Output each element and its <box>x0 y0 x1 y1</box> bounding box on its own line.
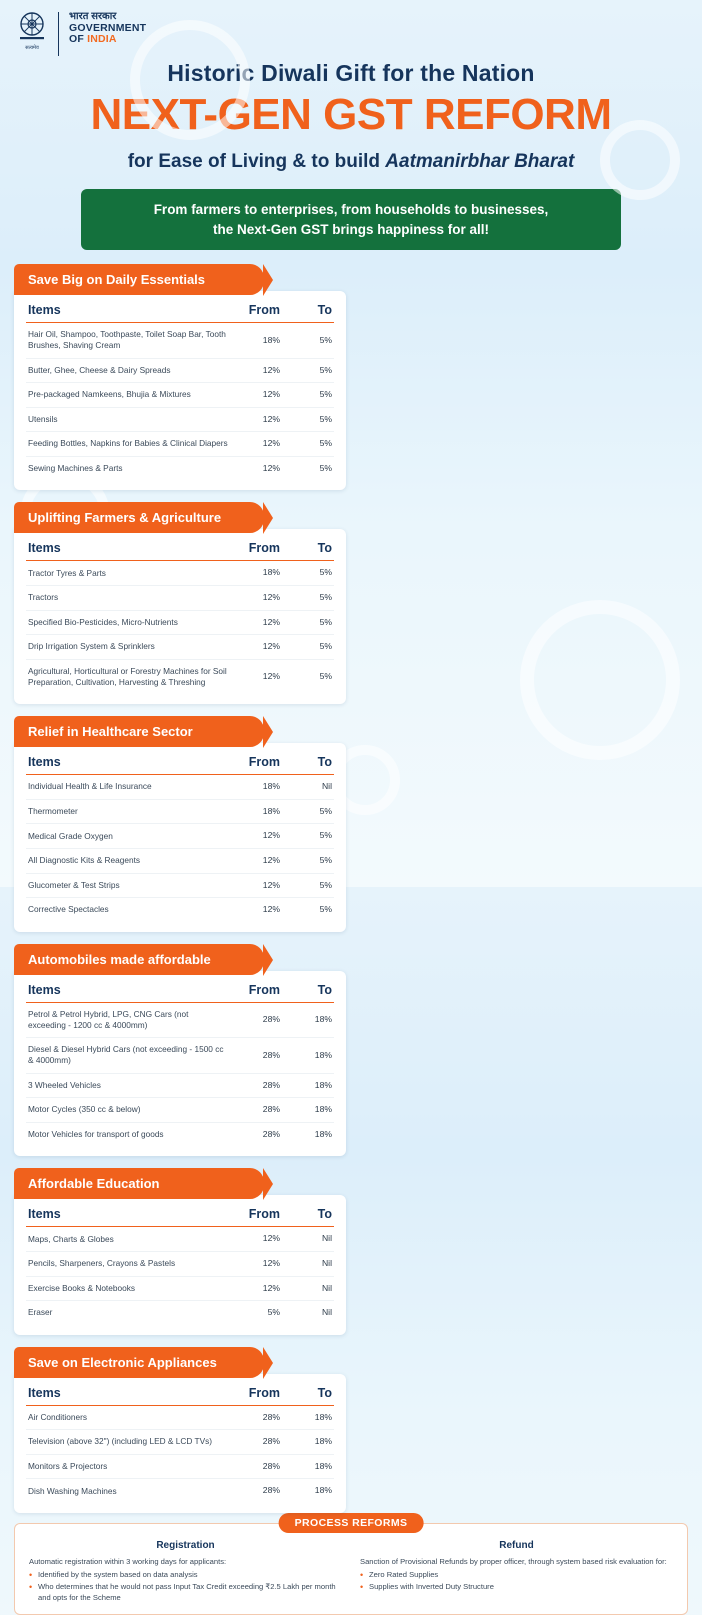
cell-item: Feeding Bottles, Napkins for Babies & Clinical Diapers <box>26 432 230 457</box>
cell-to: 5% <box>282 407 334 432</box>
cell-from: 28% <box>230 1454 282 1479</box>
table-header-row <box>26 537 334 561</box>
cell-to: 5% <box>282 383 334 408</box>
column-header-items: Items <box>26 751 230 775</box>
cell-to: 5% <box>282 586 334 611</box>
table-row <box>26 799 334 824</box>
table-row <box>26 610 334 635</box>
card-title: Uplifting Farmers & Agriculture <box>14 502 264 533</box>
table-row <box>26 323 334 358</box>
cell-to: 18% <box>282 1098 334 1123</box>
title-line-3 <box>0 151 702 173</box>
table-row <box>26 873 334 898</box>
national-emblem-icon <box>14 10 50 56</box>
cell-from: 12% <box>230 610 282 635</box>
category-card <box>14 1168 346 1334</box>
column-header-items: Items <box>26 1203 230 1227</box>
table-row <box>26 1251 334 1276</box>
column-header-to: To <box>282 751 334 775</box>
cell-item: Pencils, Sharpeners, Crayons & Pastels <box>26 1251 230 1276</box>
cell-to: 18% <box>282 1002 334 1037</box>
page-title: NEXT-GEN GST REFORM <box>90 90 612 139</box>
cell-from: 12% <box>230 635 282 660</box>
cell-item: Specified Bio-Pesticides, Micro-Nutrients <box>26 610 230 635</box>
cell-from: 12% <box>230 1276 282 1301</box>
column-header-items: Items <box>26 1382 230 1406</box>
cell-from: 12% <box>230 1227 282 1252</box>
table-header-row <box>26 751 334 775</box>
table-row <box>26 456 334 480</box>
category-card <box>14 1347 346 1513</box>
rates-table <box>26 751 334 922</box>
rates-table <box>26 1382 334 1503</box>
rates-table <box>26 979 334 1147</box>
cell-from: 12% <box>230 407 282 432</box>
cell-item: Sewing Machines & Parts <box>28 463 123 474</box>
cell-item: Television (above 32") (including LED & LCD TVs) <box>26 1430 230 1455</box>
cell-item: Diesel & Diesel Hybrid Cars (not exceeding - 1500 cc & 4000mm) <box>26 1038 230 1073</box>
column-header-items: Items <box>26 537 230 561</box>
card-body <box>14 743 346 932</box>
process-reforms-section <box>14 1517 688 1615</box>
cell-from: 12% <box>230 383 282 408</box>
gov-hindi-label: भारत सरकार <box>69 11 117 22</box>
table-row <box>26 358 334 383</box>
cell-item: All Diagnostic Kits & Reagents <box>26 849 230 874</box>
cell-to: 5% <box>282 635 334 660</box>
table-row <box>26 1038 334 1073</box>
cell-from: 5% <box>267 1307 280 1318</box>
table-header-row <box>26 1382 334 1406</box>
table-row <box>26 1454 334 1479</box>
table-row <box>26 1276 334 1301</box>
cell-from: 28% <box>230 1038 282 1073</box>
table-row <box>26 1479 334 1503</box>
government-emblem-block <box>14 10 146 56</box>
cell-to: 5% <box>319 671 332 682</box>
card-title: Save Big on Daily Essentials <box>14 264 264 295</box>
cell-from: 12% <box>230 824 282 849</box>
cell-to: 5% <box>282 849 334 874</box>
column-header-to: To <box>282 979 334 1003</box>
cell-item: Dish Washing Machines <box>28 1485 117 1496</box>
rates-table <box>26 299 334 480</box>
banner-line-2: the Next-Gen GST brings happiness for all! <box>212 221 490 237</box>
cell-from: 28% <box>262 1485 280 1496</box>
banner-line-1: From farmers to enterprises, from households to businesses, <box>153 202 549 217</box>
refund-intro: Sanction of Provisional Refunds by proper officer, through system based risk evaluation for: <box>360 1557 667 1567</box>
column-header-items: Items <box>26 979 230 1003</box>
table-header-row <box>26 979 334 1003</box>
refund-bullets <box>360 1569 673 1592</box>
column-header-items: Items <box>26 299 230 323</box>
card-body <box>14 971 346 1157</box>
table-header-row <box>26 299 334 323</box>
cell-to: 5% <box>282 323 334 358</box>
gov-india-label: INDIA <box>87 33 117 46</box>
cell-to: Nil <box>282 1251 334 1276</box>
cell-from: 12% <box>230 358 282 383</box>
column-header-to: To <box>282 1203 334 1227</box>
gov-of-label: OF <box>69 33 84 46</box>
table-row <box>26 432 334 457</box>
table-row <box>26 635 334 660</box>
column-header-from: From <box>230 979 282 1003</box>
cell-item: Air Conditioners <box>26 1405 230 1430</box>
card-title: Relief in Healthcare Sector <box>14 716 264 747</box>
cell-from: 12% <box>230 1251 282 1276</box>
cell-item: Petrol & Petrol Hybrid, LPG, CNG Cars (not exceeding - 1200 cc & 4000mm) <box>26 1002 230 1037</box>
registration-heading: Registration <box>156 1540 215 1552</box>
cell-to: 18% <box>282 1073 334 1098</box>
table-row <box>26 849 334 874</box>
card-body <box>14 529 346 704</box>
category-card <box>14 264 346 490</box>
table-row <box>26 1122 334 1146</box>
title-line-3-plain: for Ease of Living & to build <box>127 151 386 172</box>
column-header-from: From <box>230 751 282 775</box>
cell-from: 18% <box>230 561 282 586</box>
registration-column <box>29 1540 342 1604</box>
cell-item: Individual Health & Life Insurance <box>26 775 230 800</box>
cell-from: 28% <box>230 1073 282 1098</box>
cell-from: 28% <box>230 1405 282 1430</box>
cell-item: Utensils <box>26 407 230 432</box>
bullet-item: • Who determines that he would not pass Input Tax Credit exceeding ₹2.5 Lakh per month and opts for the Scheme <box>29 1581 342 1604</box>
process-reforms-tag: PROCESS REFORMS <box>279 1513 424 1533</box>
rates-table <box>26 537 334 694</box>
cell-item: Corrective Spectacles <box>28 904 109 915</box>
card-body <box>14 1195 346 1334</box>
cell-to: 5% <box>282 824 334 849</box>
bullet-item: • Identified by the system based on data analysis <box>29 1569 342 1580</box>
cell-to: Nil <box>321 1307 332 1318</box>
cell-to: 5% <box>282 561 334 586</box>
cell-to: 5% <box>282 610 334 635</box>
card-body <box>14 291 346 490</box>
rates-table <box>26 1203 334 1324</box>
cell-to: Nil <box>282 1276 334 1301</box>
cell-to: 18% <box>282 1405 334 1430</box>
cell-to: 5% <box>319 904 332 915</box>
cell-from: 28% <box>230 1098 282 1123</box>
cell-item: Eraser <box>28 1307 53 1318</box>
cell-to: 5% <box>282 358 334 383</box>
bullet-item: • Supplies with Inverted Duty Structure <box>360 1581 673 1592</box>
cell-to: 5% <box>282 873 334 898</box>
gov-en-line2 <box>69 34 146 45</box>
cell-item: Tractors <box>26 586 230 611</box>
table-row <box>26 1430 334 1455</box>
table-row <box>26 1405 334 1430</box>
column-header-to: To <box>282 299 334 323</box>
cell-from: 12% <box>230 873 282 898</box>
cell-item: Maps, Charts & Globes <box>26 1227 230 1252</box>
svg-text:सत्यमेव: सत्यमेव <box>25 46 39 51</box>
gov-en-line1: GOVERNMENT <box>69 21 147 34</box>
cell-item: Drip Irrigation System & Sprinklers <box>26 635 230 660</box>
cell-from: 12% <box>230 432 282 457</box>
cell-item: Exercise Books & Notebooks <box>26 1276 230 1301</box>
cell-item: Motor Cycles (350 cc & below) <box>26 1098 230 1123</box>
registration-intro: Automatic registration within 3 working days for applicants: <box>29 1557 227 1567</box>
refund-column <box>360 1540 673 1604</box>
cell-to: 18% <box>282 1430 334 1455</box>
registration-bullets <box>29 1569 342 1603</box>
cell-to: 18% <box>282 1454 334 1479</box>
green-banner <box>81 189 621 250</box>
cell-from: 12% <box>262 462 280 473</box>
column-header-from: From <box>230 537 282 561</box>
category-card <box>14 944 346 1157</box>
cell-from: 28% <box>230 1430 282 1455</box>
card-title: Save on Electronic Appliances <box>14 1347 264 1378</box>
column-header-to: To <box>282 1382 334 1406</box>
cell-from: 12% <box>230 849 282 874</box>
table-row <box>26 659 334 694</box>
cell-item: Motor Vehicles for transport of goods <box>28 1128 164 1139</box>
cell-item: Medical Grade Oxygen <box>26 824 230 849</box>
card-title: Automobiles made affordable <box>14 944 264 975</box>
cell-item: Pre-packaged Namkeens, Bhujia & Mixtures <box>26 383 230 408</box>
cell-from: 12% <box>230 586 282 611</box>
cell-to: 5% <box>282 799 334 824</box>
cards-grid <box>0 250 702 1513</box>
table-row <box>26 586 334 611</box>
table-row <box>26 1002 334 1037</box>
cell-from: 18% <box>230 799 282 824</box>
card-body <box>14 1374 346 1513</box>
title-line-3-italic: Aatmanirbhar Bharat <box>385 151 575 172</box>
table-row <box>26 824 334 849</box>
cell-item: Tractor Tyres & Parts <box>26 561 230 586</box>
cell-to: Nil <box>282 775 334 800</box>
cell-item: Butter, Ghee, Cheese & Dairy Spreads <box>26 358 230 383</box>
table-row <box>26 383 334 408</box>
cell-to: Nil <box>282 1227 334 1252</box>
column-header-from: From <box>230 1382 282 1406</box>
table-row <box>26 561 334 586</box>
table-row <box>26 407 334 432</box>
cell-to: 18% <box>282 1038 334 1073</box>
cell-item: 3 Wheeled Vehicles <box>26 1073 230 1098</box>
cell-item: Agricultural, Horticultural or Forestry Machines for Soil Preparation, Cultivation, Harvesting & Threshing <box>28 665 227 688</box>
column-header-from: From <box>230 299 282 323</box>
column-header-to: To <box>282 537 334 561</box>
cell-to: 5% <box>282 432 334 457</box>
title-line-1: Historic Diwali Gift for the Nation <box>167 60 535 86</box>
cell-from: 28% <box>262 1128 280 1139</box>
bullet-item: • Zero Rated Supplies <box>360 1569 673 1580</box>
cell-from: 12% <box>262 904 280 915</box>
table-row <box>26 775 334 800</box>
cell-to: 18% <box>314 1128 332 1139</box>
table-row <box>26 1098 334 1123</box>
table-row <box>26 1301 334 1325</box>
card-title: Affordable Education <box>14 1168 264 1199</box>
cell-from: 28% <box>230 1002 282 1037</box>
cell-item: Hair Oil, Shampoo, Toothpaste, Toilet Soap Bar, Tooth Brushes, Shaving Cream <box>26 323 230 358</box>
column-header-from: From <box>230 1203 282 1227</box>
emblem-divider <box>58 12 59 56</box>
cell-from: 18% <box>230 775 282 800</box>
cell-from: 12% <box>262 671 280 682</box>
cell-item: Thermometer <box>26 799 230 824</box>
cell-item: Glucometer & Test Strips <box>26 873 230 898</box>
cell-from: 18% <box>230 323 282 358</box>
cell-item: Monitors & Projectors <box>26 1454 230 1479</box>
table-row <box>26 898 334 922</box>
table-header-row <box>26 1203 334 1227</box>
category-card <box>14 716 346 932</box>
table-row <box>26 1227 334 1252</box>
table-row <box>26 1073 334 1098</box>
cell-to: 18% <box>314 1485 332 1496</box>
category-card <box>14 502 346 704</box>
cell-to: 5% <box>319 462 332 473</box>
refund-heading: Refund <box>499 1540 534 1552</box>
